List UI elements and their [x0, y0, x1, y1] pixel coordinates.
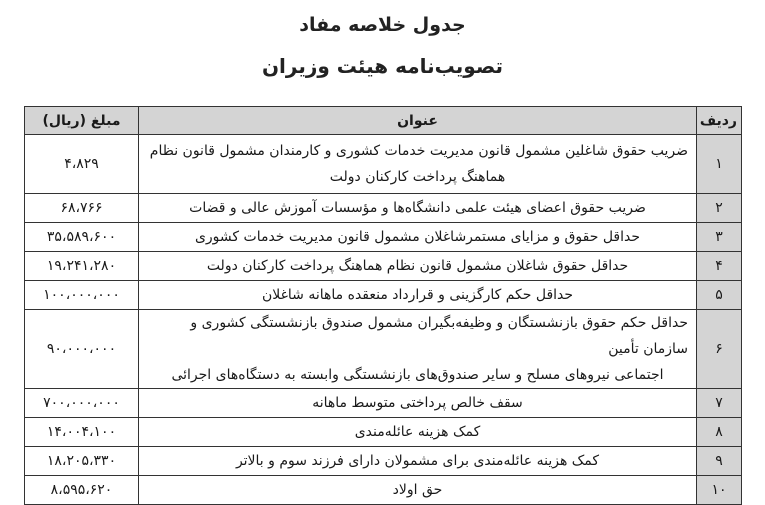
table-row [25, 281, 742, 310]
column-header-amount: مبلغ (ریال) [25, 107, 139, 135]
column-header-title: عنوان [139, 107, 697, 135]
row-number: ۴ [697, 252, 742, 281]
title-line-1: جدول خلاصه مفاد [299, 14, 466, 36]
row-title-line-2: هماهنگ پرداخت کارکنان دولت [329, 169, 506, 185]
row-number: ۱۰ [697, 476, 742, 505]
row-number: ۶ [697, 310, 742, 389]
row-number: ۱ [697, 135, 742, 194]
column-header-row-number: ردیف [697, 107, 742, 135]
row-title [139, 135, 697, 194]
row-title-line-2: اجتماعی نیروهای مسلح و سایر صندوق‌های بازنشستگی وابسته به دستگاه‌های اجرائی [171, 367, 664, 383]
row-title: سقف خالص پرداختی متوسط ماهانه [139, 389, 697, 418]
table-row [25, 310, 742, 389]
row-title: حق اولاد [139, 476, 697, 505]
table-row [25, 194, 742, 223]
table-row [25, 252, 742, 281]
row-number: ۷ [697, 389, 742, 418]
row-title-line-1: حداقل حکم حقوق بازنشستگان و وظیفه‌بگیران مشمول صندوق بازنشستگی کشوری و سازمان تأمین [190, 315, 688, 357]
row-amount: ۸،۵۹۵،۶۲۰ [25, 476, 139, 505]
row-amount: ۷۰۰،۰۰۰،۰۰۰ [25, 389, 139, 418]
summary-table [24, 106, 742, 505]
row-amount: ۳۵،۵۸۹،۶۰۰ [25, 223, 139, 252]
row-title: حداقل حکم کارگزینی و قرارداد منعقده ماهانه شاغلان [139, 281, 697, 310]
row-amount: ۶۸،۷۶۶ [25, 194, 139, 223]
row-number: ۳ [697, 223, 742, 252]
title-line-2: تصویب‌نامه هیئت وزیران [261, 54, 504, 78]
row-title: کمک هزینه عائله‌مندی [139, 418, 697, 447]
row-title: حداقل حقوق شاغلان مشمول قانون نظام هماهنگ پرداخت کارکنان دولت [139, 252, 697, 281]
row-number: ۸ [697, 418, 742, 447]
row-amount: ۱۹،۲۴۱،۲۸۰ [25, 252, 139, 281]
row-title-line-1: ضریب حقوق شاغلین مشمول قانون مدیریت خدمات کشوری و کارمندان مشمول قانون نظام [149, 143, 688, 159]
row-amount: ۱۰۰،۰۰۰،۰۰۰ [25, 281, 139, 310]
row-title: کمک هزینه عائله‌مندی برای مشمولان دارای فرزند سوم و بالاتر [139, 447, 697, 476]
table-row [25, 389, 742, 418]
row-title: ضریب حقوق اعضای هیئت علمی دانشگاه‌ها و مؤسسات آموزش عالی و قضات [139, 194, 697, 223]
row-number: ۹ [697, 447, 742, 476]
table-row [25, 223, 742, 252]
row-amount: ۴،۸۲۹ [25, 135, 139, 194]
row-number: ۲ [697, 194, 742, 223]
row-amount: ۱۴،۰۰۴،۱۰۰ [25, 418, 139, 447]
table-header-row [25, 107, 742, 135]
row-amount: ۱۸،۲۰۵،۳۳۰ [25, 447, 139, 476]
row-title: حداقل حقوق و مزایای مستمرشاغلان مشمول قانون مدیریت خدمات کشوری [139, 223, 697, 252]
table-row [25, 418, 742, 447]
row-amount: ۹۰،۰۰۰،۰۰۰ [25, 310, 139, 389]
row-number: ۵ [697, 281, 742, 310]
table-row [25, 135, 742, 194]
table-row [25, 476, 742, 505]
row-title [139, 310, 697, 389]
table-row [25, 447, 742, 476]
